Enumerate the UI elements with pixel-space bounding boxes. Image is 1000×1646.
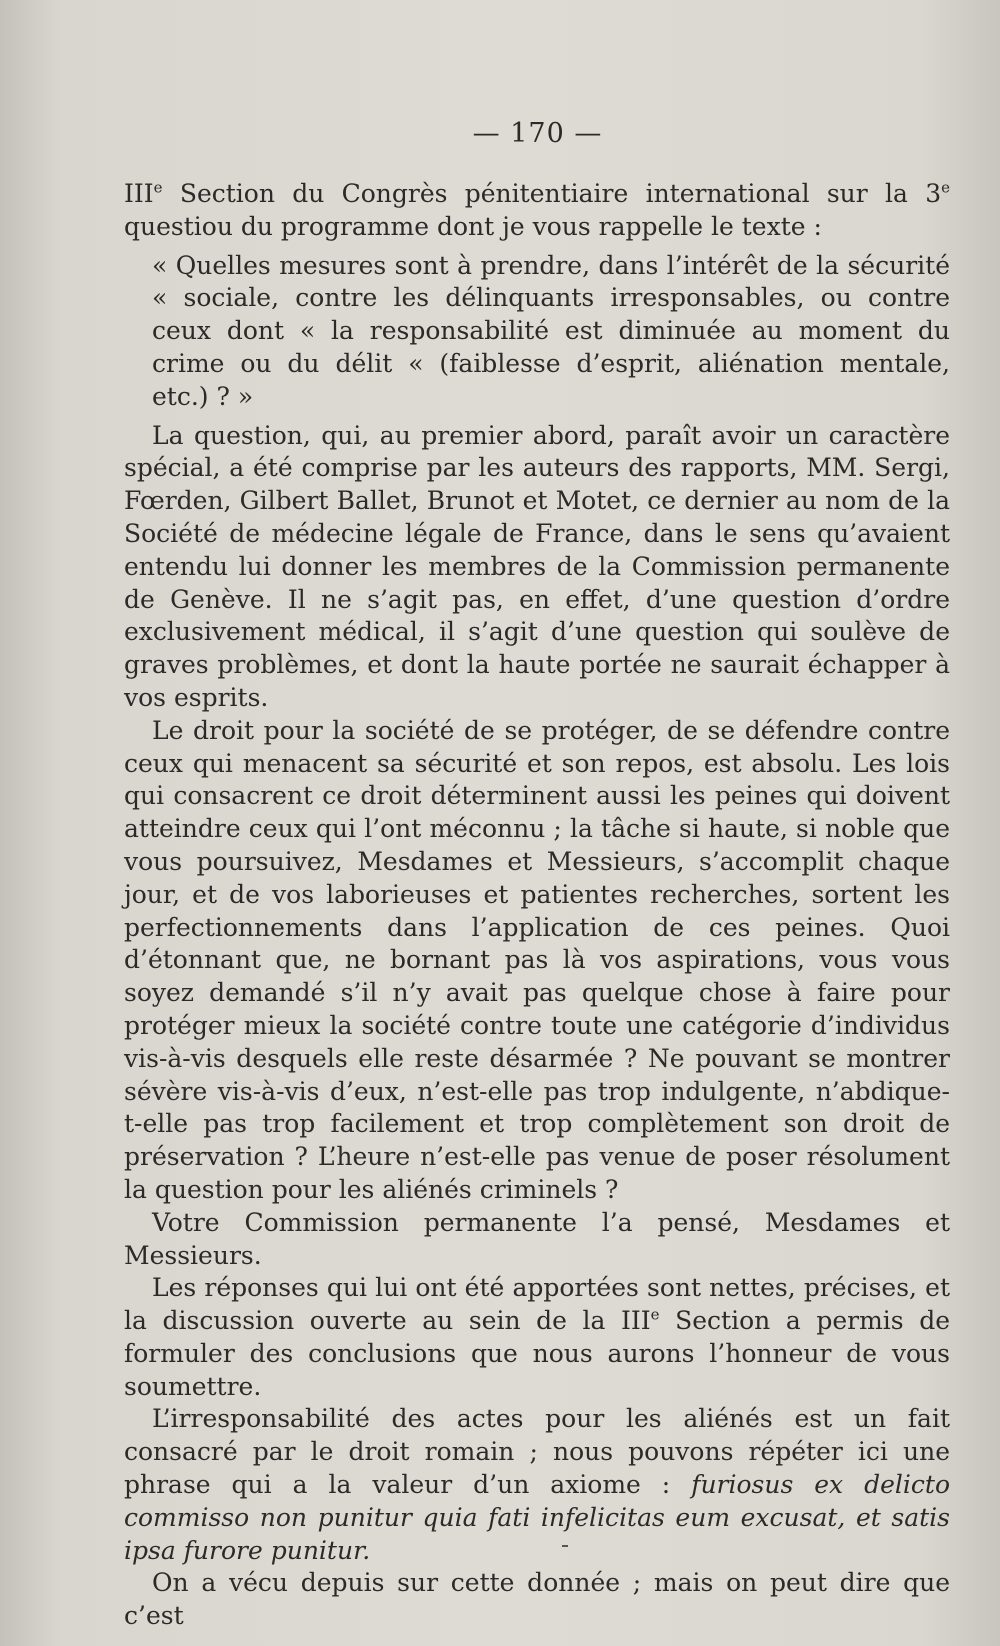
quoted-question: « Quelles mesures sont à prendre, dans l’intérêt de la sécurité « sociale, contre les délinquants irresponsables, ou contre ceux dont « la responsabilité est diminuée au moment du crime ou du délit « (faiblesse d’esprit, aliénation mentale, etc.) ? » — [152, 250, 950, 411]
paragraph-4: Votre Commission permanente l’a pensé, Mesdames et Messieurs. — [124, 1207, 950, 1270]
text-span: questiou du programme dont je vous rappelle le texte : — [124, 211, 822, 241]
text-span: Les réponses qui lui ont été apportées sont nettes, précises, et la discussion ouverte au sein de la III — [124, 1273, 950, 1336]
paragraph-2: La question, qui, au premier abord, paraît avoir un caractère spécial, a été comprise par les auteurs des rapports, MM. Sergi, Fœrden, Gilbert Ballet, Brunot et Motet, ce dernier au nom de la Société de médecine légale de France, dans le sens qu’avaient entendu lui donner les membres de la Commission permanente de Genève. Il ne s’agit pas, en effet, d’une question d’ordre exclusivement médical, il s’agit d’une question qui soulève de graves problèmes, et dont la haute portée ne saurait échapper à vos esprits. — [124, 420, 950, 712]
paragraph-intro — [124, 178, 950, 244]
superscript: e — [941, 178, 950, 197]
body-text — [124, 178, 950, 1633]
text-span: Section du Congrès pénitentiaire international sur la 3 — [162, 179, 942, 208]
paragraph-5 — [124, 1272, 950, 1403]
text-span: III — [124, 179, 154, 208]
latin-quote: furiosus ex delicto commisso non punitur quia fati infelicitas eum excusat, et satis ipsa furore punitur. — [124, 1470, 951, 1565]
paragraph-7: On a vécu depuis sur cette donnée ; mais on peut dire que c’est — [124, 1568, 950, 1631]
text-span: Section a permis de formuler des conclusions que nous aurons l’honneur de vous soumettre. — [124, 1306, 950, 1401]
superscript: e — [153, 178, 163, 197]
print-mark — [562, 1545, 568, 1547]
page-number: — 170 — — [472, 118, 603, 149]
text-span: L’irresponsabilité des actes pour les aliénés est un fait consacré par le droit romain ; nous pouvons répéter ici une phrase qui a la valeur d’un axiome : — [124, 1404, 950, 1500]
paragraph-6 — [124, 1403, 950, 1567]
paragraph-3: Le droit pour la société de se protéger, de se défendre contre ceux qui menacent sa sécurité et son repos, est absolu. Les lois qui consacrent ce droit déterminent aussi les peines qui doivent atteindre ceux qui l’ont méconnu ; la tâche si haute, si noble que vous poursuivez, Mesdames et Messieurs, s’accomplit chaque jour, et de vos laborieuses et patientes recherches, sortent les perfectionnements dans l’application de ces peines. Quoi d’étonnant que, ne bornant pas là vos aspirations, vous vous soyez demandé s’il n’y avait pas quelque chose à faire pour protéger mieux la société contre toute une catégorie d’individus vis-à-vis desquels elle reste désarmée ? Ne pouvant se montrer sévère vis-à-vis d’eux, n’est-elle pas trop indulgente, n’abdique-t-elle pas trop facilement et trop complètement son droit de préservation ? L’heure n’est-elle pas venue de poser résolument la question pour les aliénés criminels ? — [124, 715, 950, 1204]
superscript: e — [650, 1305, 660, 1324]
